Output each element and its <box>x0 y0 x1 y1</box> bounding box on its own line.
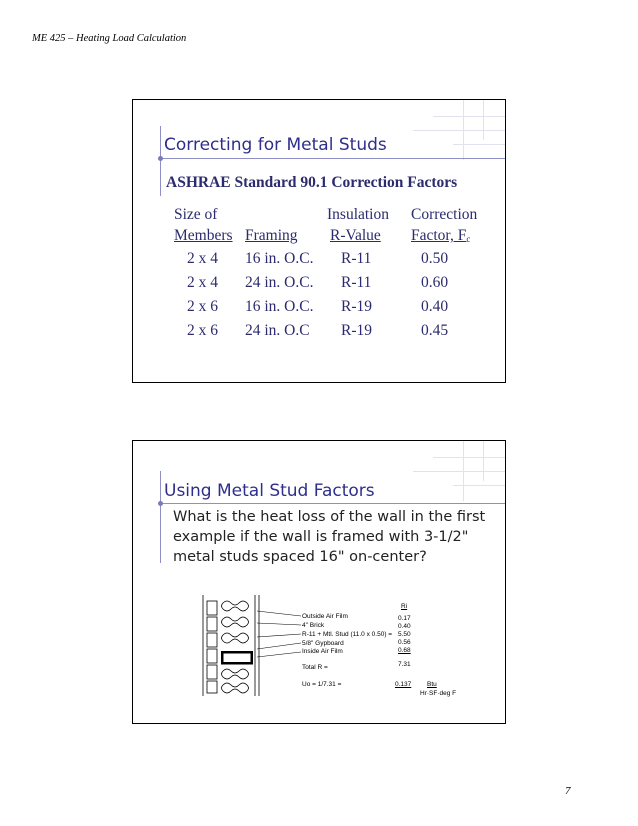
row-4-rvalue: R-19 <box>341 322 372 339</box>
slide-correcting-metal-studs <box>132 99 506 383</box>
layer-value: 0.17 <box>398 615 411 622</box>
decor-grid-line <box>453 485 505 486</box>
title-bullet-dot <box>158 156 163 161</box>
decor-grid-line <box>413 130 505 131</box>
page-header: ME 425 – Heating Load Calculation <box>32 33 187 44</box>
insulation-batt <box>222 669 249 679</box>
row-1-size: 2 x 4 <box>187 250 218 267</box>
decor-grid-line <box>483 441 484 481</box>
page-number: 7 <box>565 785 571 797</box>
metal-stud-web <box>221 651 224 665</box>
brick-unit <box>207 633 217 647</box>
decor-grid-line <box>453 144 505 145</box>
question-text: What is the heat loss of the wall in the first example if the wall is framed with 3-1/2" metal studs spaced 16" on-center? <box>173 509 486 565</box>
metal-stud-flange <box>221 662 253 665</box>
units-denominator: Hr·SF·deg F <box>420 690 457 697</box>
standard-title: ASHRAE Standard 90.1 Correction Factors <box>166 174 458 191</box>
slide-title: Correcting for Metal Studs <box>164 135 387 155</box>
insulation-batt <box>222 617 249 627</box>
brick-unit <box>207 649 217 663</box>
layer-label: 5/8" Gypboard <box>302 640 344 647</box>
decor-grid-line <box>413 471 505 472</box>
title-underline <box>160 503 505 504</box>
layer-value: 0.40 <box>398 623 411 630</box>
insulation-batt <box>222 601 249 611</box>
row-3-size: 2 x 6 <box>187 298 218 315</box>
row-1-framing: 16 in. O.C. <box>245 250 314 267</box>
layer-value: 5.50 <box>398 631 411 638</box>
header-size-bottom: Members <box>174 227 233 244</box>
total-r-value: 7.31 <box>398 661 411 668</box>
leader-line <box>257 643 301 649</box>
uo-label: Uo = 1/7.31 = <box>302 681 342 688</box>
header-correction-top: Correction <box>411 206 478 223</box>
header-correction-bottom <box>411 227 470 245</box>
title-bullet-dot <box>158 501 163 506</box>
ri-header: Ri <box>401 603 408 610</box>
layer-label: R-11 + Mtl. Stud (11.0 x 0.50) = <box>302 631 393 638</box>
title-vertical-rule <box>160 126 161 196</box>
row-3-factor: 0.40 <box>421 298 449 315</box>
leader-line <box>257 634 301 637</box>
layer-label: Outside Air Film <box>302 613 348 620</box>
decor-grid-line <box>463 100 464 160</box>
brick-unit <box>207 665 217 679</box>
insulation-batt <box>222 633 249 643</box>
leader-line <box>257 611 301 616</box>
insulation-batt <box>222 683 249 693</box>
slide-using-metal-stud-factors <box>132 440 506 724</box>
row-4-framing: 24 in. O.C <box>245 322 310 339</box>
row-3-framing: 16 in. O.C. <box>245 298 314 315</box>
header-size-top: Size of <box>174 206 218 223</box>
leader-lines <box>253 609 303 659</box>
decor-grid-line <box>463 441 464 501</box>
uo-value: 0.137 <box>395 681 412 688</box>
row-2-size: 2 x 4 <box>187 274 218 291</box>
layer-value: 0.68 <box>398 647 411 654</box>
row-2-rvalue: R-11 <box>341 274 372 291</box>
row-1-rvalue: R-11 <box>341 250 372 267</box>
row-1-factor: 0.50 <box>421 250 449 267</box>
row-2-framing: 24 in. O.C. <box>245 274 314 291</box>
row-4-size: 2 x 6 <box>187 322 218 339</box>
decor-grid-line <box>483 100 484 140</box>
brick-unit <box>207 601 217 615</box>
row-3-rvalue: R-19 <box>341 298 372 315</box>
leader-line <box>257 623 301 625</box>
slide-title: Using Metal Stud Factors <box>164 481 375 501</box>
row-4-factor: 0.45 <box>421 322 449 339</box>
row-2-factor: 0.60 <box>421 274 449 291</box>
brick-unit <box>207 681 217 693</box>
header-insulation-top: Insulation <box>327 206 389 223</box>
decor-grid-line <box>433 116 505 117</box>
decor-grid-line <box>433 457 505 458</box>
brick-unit <box>207 617 217 631</box>
layer-value: 0.56 <box>398 639 411 646</box>
layer-label: Inside Air Film <box>302 648 343 655</box>
units-numerator: Btu <box>427 681 437 688</box>
title-vertical-rule <box>160 471 161 563</box>
header-insulation-bottom: R-Value <box>330 227 381 244</box>
title-underline <box>160 158 505 159</box>
leader-line <box>257 652 301 657</box>
correction-factor-subscript: c <box>466 234 471 244</box>
metal-stud-flange <box>221 651 253 654</box>
correction-factor-label: Factor, F <box>411 227 467 244</box>
header-framing: Framing <box>245 227 298 244</box>
layer-label: 4" Brick <box>302 622 325 629</box>
total-r-label: Total R = <box>302 664 328 671</box>
